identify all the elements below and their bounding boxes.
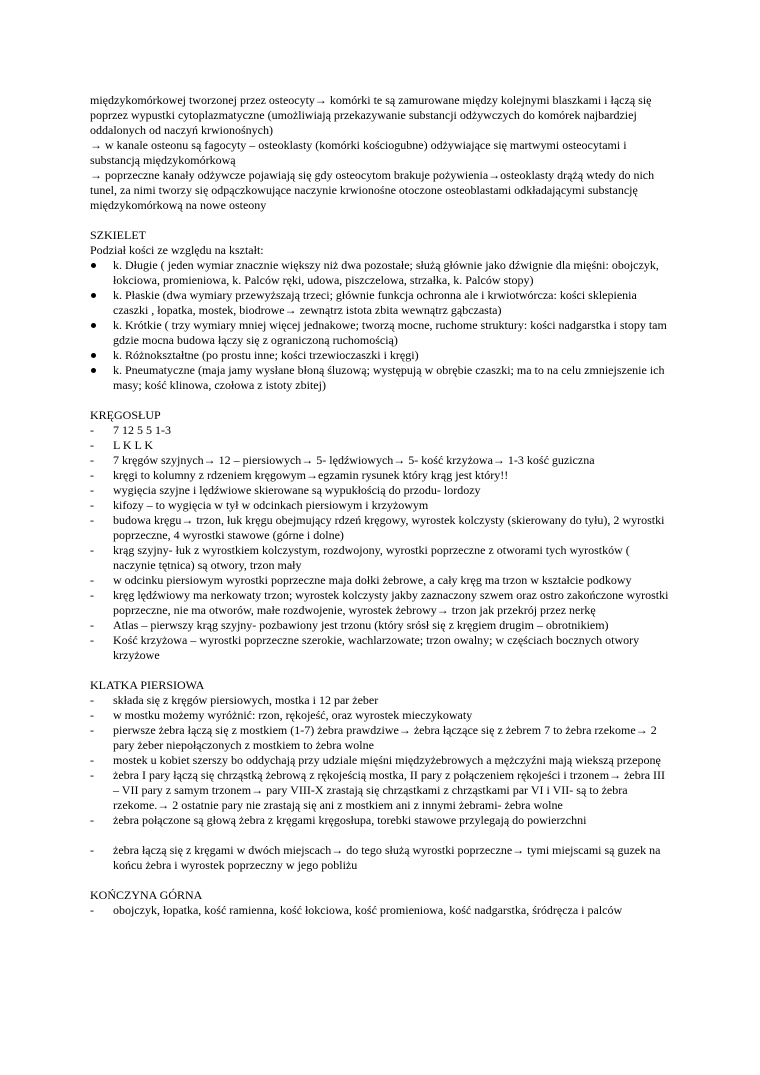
list-item-text: krąg szyjny- łuk z wyrostkiem kolczystym, rozdwojony, wyrostki poprzeczne z otworami tych wyrostków ( naczynie tętnica) są otwory, trzon mały	[113, 543, 630, 572]
szkielet-list	[90, 258, 670, 393]
list-item	[90, 753, 670, 768]
dash-marker: -	[90, 513, 94, 527]
list-item	[90, 903, 670, 918]
dash-marker: -	[90, 543, 94, 557]
list-item-text: żebra łączą się z kręgami w dwóch miejscach→ do tego służą wyrostki poprzeczne→ tymi miejscami są guzek na końcu żebra i wyrostek poprzeczny w jego pobliżu	[113, 843, 661, 872]
list-item	[90, 513, 670, 543]
intro-paragraph-3: → poprzeczne kanały odżywcze pojawiają się gdy osteocytom brakuje pożywienia→osteoklasty drążą wtedy do nich tunel, za nimi tworzy się odpączkowujące naczynie krwionośne otoczone osteoblastami odkładającymi substancję międzykomórkową na nowe osteony	[90, 168, 655, 212]
list-item	[90, 573, 670, 588]
section-title-szkielet: SZKIELET	[90, 228, 146, 242]
list-item-text: kifozy – to wygięcia w tył w odcinkach piersiowym i krzyżowym	[113, 498, 429, 512]
list-item	[90, 708, 670, 723]
dash-marker: -	[90, 483, 94, 497]
dash-marker: -	[90, 813, 94, 827]
list-item	[90, 468, 670, 483]
list-item: k. Długie ( jeden wymiar znacznie większy niż dwa pozostałe; służą głównie jako dźwignie dla mięśni: obojczyk, łokciowa, promieniowa, k. Palców ręki, udowa, piszczelowa, strzałka, k. Palców stopy)	[90, 258, 670, 288]
intro-paragraph-1: międzykomórkowej tworzonej przez osteocyty→ komórki te są zamurowane między kolejnymi blaszkami i łączą się poprzez wypustki cytoplazmatyczne (umożliwiają przekazywanie substancji odżywczych do komórek najbardziej oddalonych od naczyń krwionośnych)	[90, 93, 652, 137]
list-item-text: kręgi to kolumny z rdzeniem kręgowym→egzamin rysunek który krąg jest który!!	[113, 468, 509, 482]
dash-marker: -	[90, 618, 94, 632]
list-item	[90, 423, 670, 438]
list-item: k. Pneumatyczne (maja jamy wysłane błoną śluzową; występują w obrębie czaszki; ma to na celu zmniejszenie ich masy; kość klinowa, czołowa z istoty zbitej)	[90, 363, 670, 393]
list-item-text: pierwsze żebra łączą się z mostkiem (1-7) żebra prawdziwe→ żebra łączące się z żebrem 7 to żebra rzekome→ 2 pary żeber niepołączonych z mostkiem to żebra wolne	[113, 723, 657, 752]
list-item	[90, 813, 670, 828]
list-item	[90, 588, 670, 618]
dash-marker: -	[90, 498, 94, 512]
kregoslup-list	[90, 423, 670, 663]
list-item: k. Krótkie ( trzy wymiary mniej więcej jednakowe; tworzą mocne, ruchome struktury: kości nadgarstka i stopy tam gdzie mocna budowa łączy się z ograniczoną ruchomością)	[90, 318, 670, 348]
dash-marker: -	[90, 843, 94, 857]
list-item	[90, 453, 670, 468]
dash-marker: -	[90, 903, 94, 917]
list-item	[90, 768, 670, 813]
dash-marker: -	[90, 588, 94, 602]
dash-marker: -	[90, 573, 94, 587]
dash-marker: -	[90, 723, 94, 737]
szkielet-subtitle: Podział kości ze względu na kształt:	[90, 243, 264, 257]
list-item-text: żebra połączone są głową żebra z kręgami kręgosłupa, torebki stawowe przylegają do powierzchni	[113, 813, 587, 827]
list-item	[90, 498, 670, 513]
section-title-kregoslup: KRĘGOSŁUP	[90, 408, 161, 422]
list-item-text: kręg lędźwiowy ma nerkowaty trzon; wyrostek kolczysty jakby zaznaczony szwem oraz ostro zakończone wyrostki poprzeczne, nie ma otworów, małe rozdwojenie, wyrostek żebrowy→ trzon jak przekrój przez nerkę	[113, 588, 669, 617]
document-page	[90, 93, 670, 918]
dash-marker: -	[90, 708, 94, 722]
list-item	[90, 723, 670, 753]
dash-marker: -	[90, 468, 94, 482]
list-item-text: w odcinku piersiowym wyrostki poprzeczne maja dołki żebrowe, a cały kręg ma trzon w kształcie podkowy	[113, 573, 632, 587]
list-item-text: 7 kręgów szyjnych→ 12 – piersiowych→ 5- lędźwiowych→ 5- kość krzyżowa→ 1-3 kość guziczna	[113, 453, 595, 467]
list-item	[90, 438, 670, 453]
dash-marker: -	[90, 438, 94, 452]
dash-marker: -	[90, 633, 94, 647]
list-item-text: wygięcia szyjne i lędźwiowe skierowane są wypukłością do przodu- lordozy	[113, 483, 481, 497]
list-item	[90, 693, 670, 708]
list-item-text: Kość krzyżowa – wyrostki poprzeczne szerokie, wachlarzowate; trzon owalny; w częściach bocznych otwory krzyżowe	[113, 633, 640, 662]
list-item	[90, 543, 670, 573]
section-title-klatka: KLATKA PIERSIOWA	[90, 678, 205, 692]
list-item-text: składa się z kręgów piersiowych, mostka i 12 par żeber	[113, 693, 379, 707]
dash-marker: -	[90, 693, 94, 707]
list-item-text: mostek u kobiet szerszy bo oddychają przy udziale mięśni międzyżebrowych a mężczyźni mają wiekszą przeponę	[113, 753, 661, 767]
klatka-list	[90, 693, 670, 873]
intro-paragraph-2: → w kanale osteonu są fagocyty – osteoklasty (komórki kościogubne) odżywiające się martwymi osteocytami i substancją międzykomórkową	[90, 138, 627, 167]
list-item-text: żebra I pary łączą się chrząstką żebrową z rękojeścią mostka, II pary z połączeniem rękojeści i trzonem→ żebra III – VII pary z samym trzonem→ pary VIII-X zrastają się chrząstkami z chrząstkami par VI i VII- są to żebra rzekome.→ 2 ostatnie pary nie zrastają się ani z mostkiem ani z innymi żebrami- żebra wolne	[113, 768, 666, 812]
dash-marker: -	[90, 768, 94, 782]
list-item-text: budowa kręgu→ trzon, łuk kręgu obejmujący rdzeń kręgowy, wyrostek kolczysty (skierowany do tyłu), 2 wyrostki poprzeczne, 4 wyrostki stawowe (górne i dolne)	[113, 513, 665, 542]
list-item-text: obojczyk, łopatka, kość ramienna, kość łokciowa, kość promieniowa, kość nadgarstka, śródręcza i palców	[113, 903, 623, 917]
list-item	[90, 483, 670, 498]
blank-line	[90, 828, 670, 843]
list-item: k. Różnokształtne (po prostu inne; kości trzewioczaszki i kręgi)	[90, 348, 670, 363]
dash-marker: -	[90, 423, 94, 437]
list-item	[90, 618, 670, 633]
section-title-konczyna: KOŃCZYNA GÓRNA	[90, 888, 203, 902]
dash-marker: -	[90, 753, 94, 767]
list-item	[90, 633, 670, 663]
list-item-text: L K L K	[113, 438, 154, 452]
konczyna-list	[90, 903, 670, 918]
list-item-text: 7 12 5 5 1-3	[113, 423, 171, 437]
list-item-text: w mostku możemy wyróżnić: rzon, rękojeść, oraz wyrostek mieczykowaty	[113, 708, 473, 722]
list-item-text: Atlas – pierwszy krąg szyjny- pozbawiony jest trzonu (który srósł się z kręgiem drugim – obrotnikiem)	[113, 618, 609, 632]
list-item	[90, 843, 670, 873]
list-item: k. Płaskie (dwa wymiary przewyższają trzeci; głównie funkcja ochronna ale i krwiotwórcza: kości sklepienia czaszki , łopatka, mostek, biodrowe→ zewnątrz istota zbita wewnątrz gąbczasta)	[90, 288, 670, 318]
dash-marker: -	[90, 453, 94, 467]
